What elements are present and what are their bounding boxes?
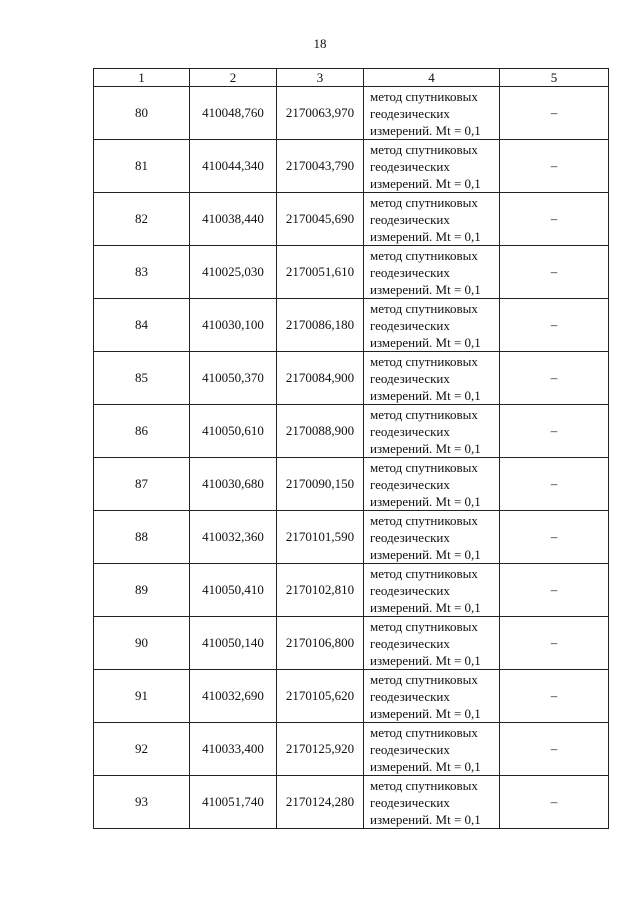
method-line-3: измерений. Mt = 0,1 [370,175,481,191]
method-cell [364,564,500,617]
method-line-3: измерений. Mt = 0,1 [370,493,481,509]
point-number-cell: 93 [94,776,190,829]
method-line-2: геодезических [370,158,450,174]
table-row [94,776,609,829]
method-cell [364,193,500,246]
method-line-2: геодезических [370,317,450,333]
method-line-3: измерений. Mt = 0,1 [370,652,481,668]
method-line-3: измерений. Mt = 0,1 [370,546,481,562]
method-cell [364,140,500,193]
note-cell: – [500,723,609,776]
method-cell [364,776,500,829]
x-coordinate-cell: 410050,140 [190,617,277,670]
note-cell: – [500,617,609,670]
x-coordinate-cell: 410044,340 [190,140,277,193]
table-row [94,193,609,246]
method-line-1: метод спутниковых [370,141,478,157]
method-line-1: метод спутниковых [370,777,478,793]
header-row [94,69,609,87]
x-coordinate-cell: 410025,030 [190,246,277,299]
table-row [94,140,609,193]
note-cell: – [500,193,609,246]
y-coordinate-cell: 2170125,920 [277,723,364,776]
method-cell [364,458,500,511]
x-coordinate-cell: 410032,360 [190,511,277,564]
header-col-1: 1 [94,69,190,87]
method-line-2: геодезических [370,211,450,227]
method-line-2: геодезических [370,105,450,121]
y-coordinate-cell: 2170106,800 [277,617,364,670]
y-coordinate-cell: 2170084,900 [277,352,364,405]
y-coordinate-cell: 2170045,690 [277,193,364,246]
method-line-1: метод спутниковых [370,353,478,369]
method-line-1: метод спутниковых [370,565,478,581]
page-number: 18 [313,36,327,51]
point-number-cell: 80 [94,87,190,140]
note-cell: – [500,299,609,352]
header-col-2: 2 [190,69,277,87]
note-cell: – [500,458,609,511]
table-row [94,617,609,670]
method-line-2: геодезических [370,794,450,810]
note-cell: – [500,564,609,617]
method-cell [364,511,500,564]
method-cell [364,352,500,405]
table-row [94,564,609,617]
method-cell [364,299,500,352]
table-body [94,87,609,829]
method-line-2: геодезических [370,264,450,280]
header-col-4: 4 [364,69,500,87]
note-cell: – [500,405,609,458]
y-coordinate-cell: 2170090,150 [277,458,364,511]
method-line-1: метод спутниковых [370,671,478,687]
table-row [94,246,609,299]
table-row [94,458,609,511]
point-number-cell: 88 [94,511,190,564]
method-line-2: геодезических [370,635,450,651]
y-coordinate-cell: 2170124,280 [277,776,364,829]
y-coordinate-cell: 2170101,590 [277,511,364,564]
method-line-2: геодезических [370,423,450,439]
note-cell: – [500,87,609,140]
method-line-1: метод спутниковых [370,247,478,263]
method-cell [364,87,500,140]
y-coordinate-cell: 2170105,620 [277,670,364,723]
x-coordinate-cell: 410030,100 [190,299,277,352]
y-coordinate-cell: 2170051,610 [277,246,364,299]
table-row [94,723,609,776]
table-row [94,299,609,352]
method-cell [364,405,500,458]
point-number-cell: 81 [94,140,190,193]
method-line-3: измерений. Mt = 0,1 [370,811,481,827]
method-line-2: геодезических [370,741,450,757]
method-line-1: метод спутниковых [370,618,478,634]
note-cell: – [500,352,609,405]
method-cell [364,670,500,723]
method-line-2: геодезических [370,688,450,704]
y-coordinate-cell: 2170102,810 [277,564,364,617]
method-line-2: геодезических [370,370,450,386]
note-cell: – [500,511,609,564]
point-number-cell: 91 [94,670,190,723]
method-line-3: измерений. Mt = 0,1 [370,599,481,615]
method-line-3: измерений. Mt = 0,1 [370,334,481,350]
y-coordinate-cell: 2170086,180 [277,299,364,352]
point-number-cell: 85 [94,352,190,405]
table-row [94,87,609,140]
method-line-1: метод спутниковых [370,194,478,210]
method-line-3: измерений. Mt = 0,1 [370,228,481,244]
header-col-5: 5 [500,69,609,87]
method-line-3: измерений. Mt = 0,1 [370,387,481,403]
coordinates-table [93,68,609,829]
x-coordinate-cell: 410030,680 [190,458,277,511]
note-cell: – [500,670,609,723]
x-coordinate-cell: 410050,410 [190,564,277,617]
x-coordinate-cell: 410033,400 [190,723,277,776]
table-row [94,352,609,405]
x-coordinate-cell: 410032,690 [190,670,277,723]
point-number-cell: 89 [94,564,190,617]
method-line-3: измерений. Mt = 0,1 [370,122,481,138]
y-coordinate-cell: 2170088,900 [277,405,364,458]
table-row [94,405,609,458]
method-line-2: геодезических [370,476,450,492]
y-coordinate-cell: 2170063,970 [277,87,364,140]
point-number-cell: 82 [94,193,190,246]
method-line-3: измерений. Mt = 0,1 [370,758,481,774]
table-row [94,670,609,723]
method-cell [364,723,500,776]
x-coordinate-cell: 410038,440 [190,193,277,246]
method-line-1: метод спутниковых [370,459,478,475]
note-cell: – [500,140,609,193]
method-line-3: измерений. Mt = 0,1 [370,440,481,456]
x-coordinate-cell: 410050,610 [190,405,277,458]
point-number-cell: 87 [94,458,190,511]
point-number-cell: 84 [94,299,190,352]
method-cell [364,617,500,670]
table-header [94,69,609,87]
x-coordinate-cell: 410051,740 [190,776,277,829]
method-line-2: геодезических [370,582,450,598]
point-number-cell: 92 [94,723,190,776]
x-coordinate-cell: 410048,760 [190,87,277,140]
table-row [94,511,609,564]
method-line-2: геодезических [370,529,450,545]
method-line-1: метод спутниковых [370,406,478,422]
note-cell: – [500,776,609,829]
point-number-cell: 86 [94,405,190,458]
method-line-1: метод спутниковых [370,88,478,104]
method-line-1: метод спутниковых [370,512,478,528]
header-col-3: 3 [277,69,364,87]
point-number-cell: 90 [94,617,190,670]
point-number-cell: 83 [94,246,190,299]
method-cell [364,246,500,299]
note-cell: – [500,246,609,299]
x-coordinate-cell: 410050,370 [190,352,277,405]
method-line-3: измерений. Mt = 0,1 [370,705,481,721]
method-line-1: метод спутниковых [370,724,478,740]
method-line-3: измерений. Mt = 0,1 [370,281,481,297]
method-line-1: метод спутниковых [370,300,478,316]
y-coordinate-cell: 2170043,790 [277,140,364,193]
